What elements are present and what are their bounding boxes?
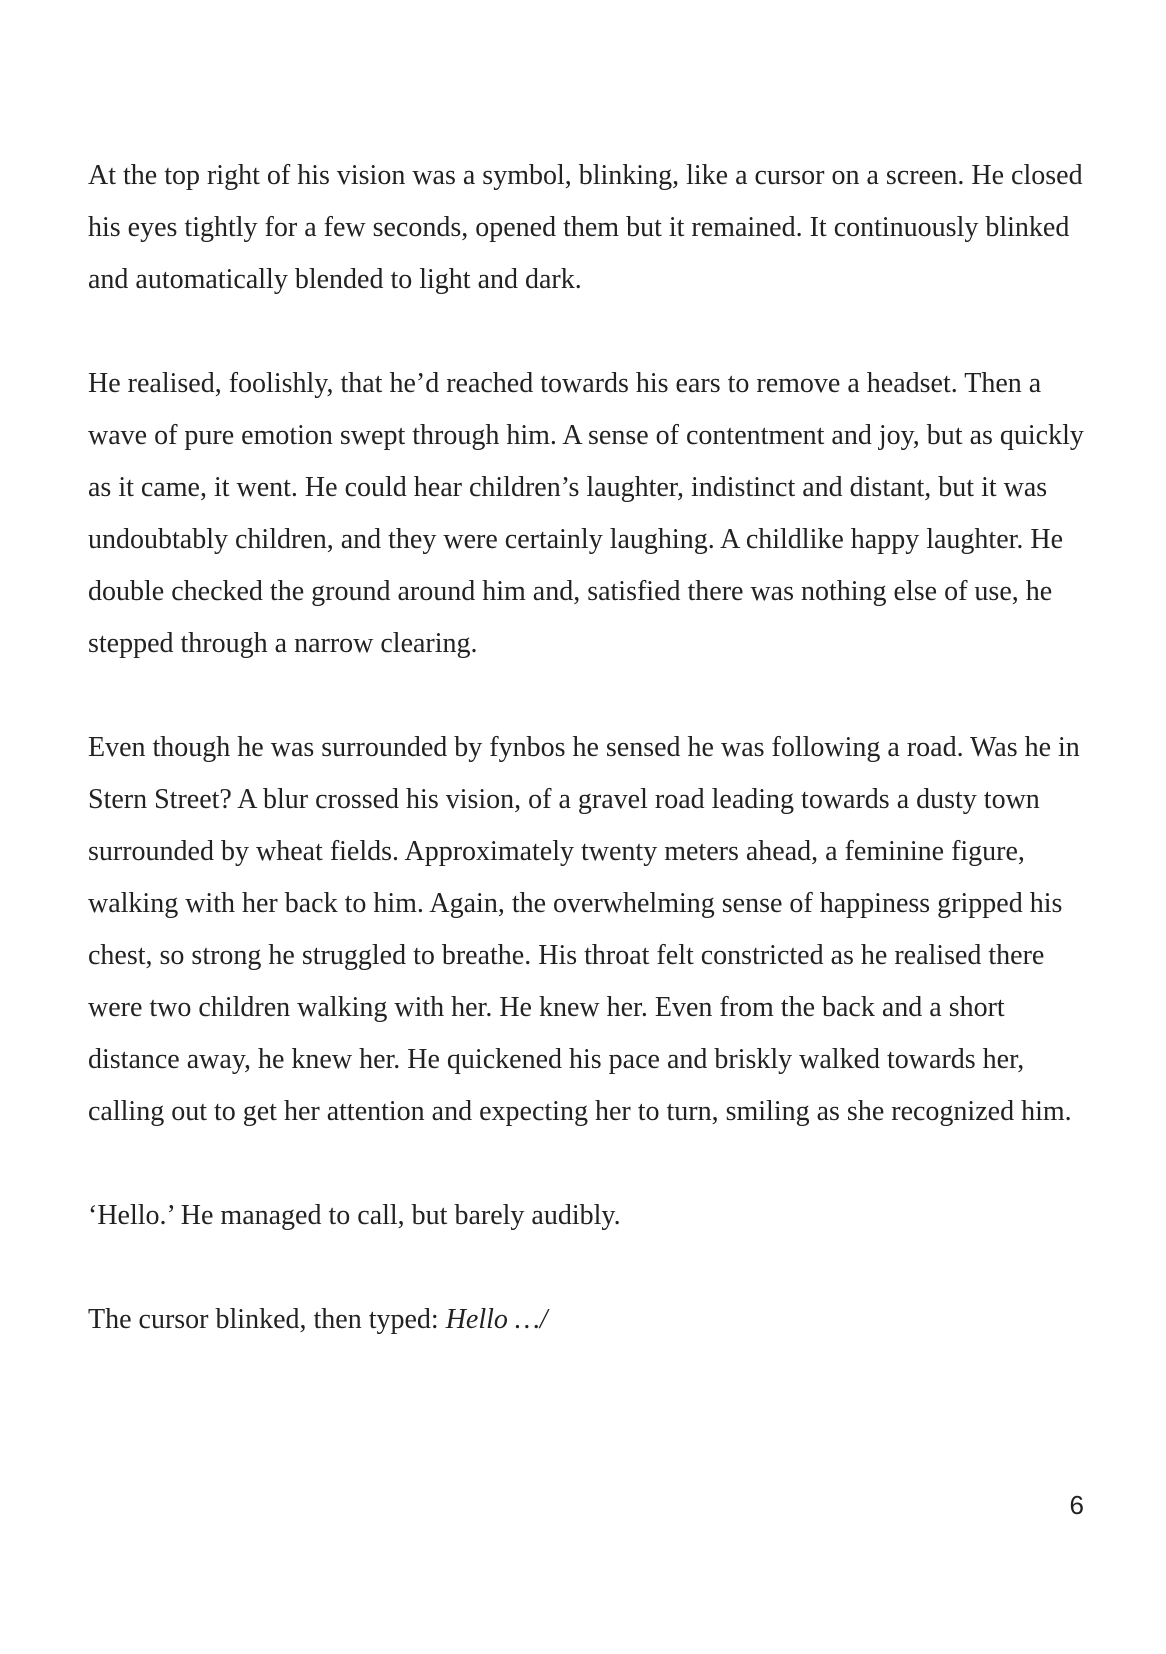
paragraph-5: [88, 1294, 1088, 1346]
paragraph-1: At the top right of his vision was a symbol, blinking, like a cursor on a screen. He closed his eyes tightly for a few seconds, opened them but it remained. It continuously blinked and automatically blended to light and dark.: [88, 160, 1083, 295]
body-text: [88, 150, 1088, 1346]
paragraph-4: ‘Hello.’ He managed to call, but barely audibly.: [88, 1200, 621, 1231]
paragraph-2: He realised, foolishly, that he’d reached towards his ears to remove a headset. Then a wave of pure emotion swept through him. A sense of contentment and joy, but as quickly as it came, it went. He could hear children’s laughter, indistinct and distant, but it was undoubtably children, and they were certainly laughing. A childlike happy laughter. He double checked the ground around him and, satisfied there was nothing else of use, he stepped through a narrow clearing.: [88, 368, 1084, 659]
paragraph-3: Even though he was surrounded by fynbos he sensed he was following a road. Was he in Stern Street? A blur crossed his vision, of a gravel road leading towards a dusty town surrounded by wheat fields. Approximately twenty meters ahead, a feminine figure, walking with her back to him. Again, the overwhelming sense of happiness gripped his chest, so strong he struggled to breathe. His throat felt constricted as he realised there were two children walking with her. He knew her. Even from the back and a short distance away, he knew her. He quickened his pace and briskly walked towards her, calling out to get her attention and expecting her to turn, smiling as she recognized him.: [88, 732, 1080, 1127]
typed-text: Hello …/: [445, 1304, 548, 1335]
page-number: 6: [1069, 1490, 1084, 1520]
final-line-prefix: The cursor blinked, then typed:: [88, 1304, 446, 1335]
